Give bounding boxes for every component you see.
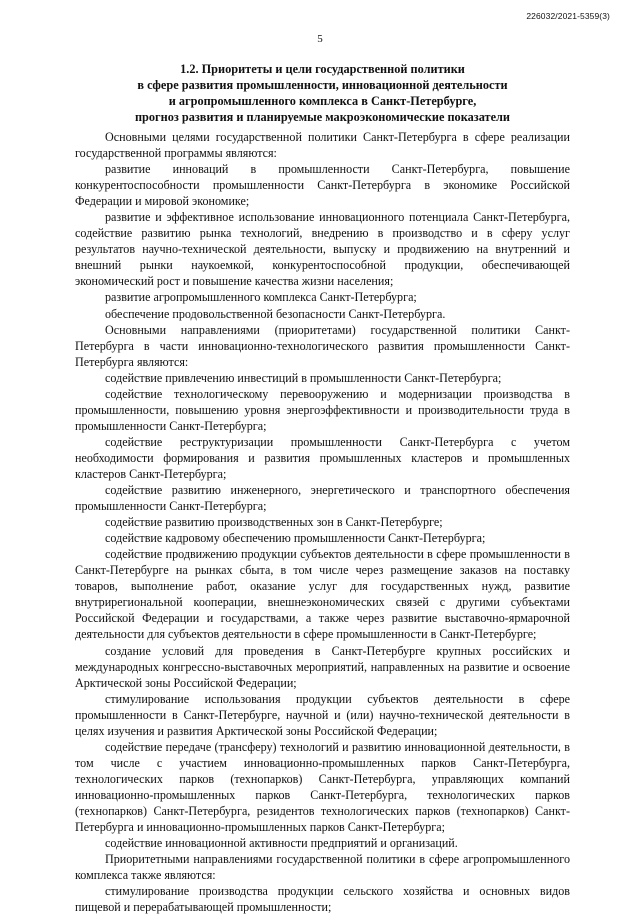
heading-line: прогноз развития и планируемые макроэкономические показатели — [134, 110, 511, 124]
paragraph: содействие передаче (трансферу) технологий и развитию инновационной деятельности, в том числе с участием инновационно-промышленных парков Санкт-Петербурга, технологических парков (технопарков) Санкт-Петербурга, управляющих компаний инновационно-промышленных парков Санкт-Петербурга, технологических парков (технопарков) Санкт-Петербурга, резидентов технологических парков (технопарков) Санкт-Петербурга и инновационно-промышленных парков Санкт-Петербурга; — [75, 739, 570, 835]
paragraph: стимулирование производства продукции сельского хозяйства и основных видов пищевой и перерабатывающей промышленности; — [75, 884, 570, 915]
paragraph: содействие технологическому перевооружению и модернизации производства в промышленности, повышению уровня энергоэффективности и производительности труда в промышленности Санкт-Петербурга; — [75, 386, 570, 433]
paragraph: стимулирование использования продукции субъектов деятельности в сфере промышленности в Санкт-Петербурге, научной и (или) научно-технической деятельности в целях изучения и развития Арктической зоны Российской Федерации; — [75, 691, 570, 738]
paragraph: создание условий для проведения в Санкт-Петербурге крупных российских и международных конгрессно-выставочных мероприятий, направленных на развитие и освоение Арктической зоны Российской Федерации; — [75, 643, 570, 690]
paragraph: Основными направлениями (приоритетами) государственной политики Санкт-Петербурга в части инновационно-технологического развития промышленности Санкт-Петербурга являются: — [75, 322, 570, 369]
paragraph: развитие и эффективное использование инновационного потенциала Санкт-Петербурга, содействие развитию рынка технологий, внедрению в производство и в сферу услуг результатов научно-технической деятельности, выпуску и продвижению на внутренний и внешний рынки наукоемкой, конкурентоспособной продукции, обеспечивающей экономический рост и повышение качества жизни населения; — [75, 210, 570, 289]
page-number: 5 — [317, 33, 323, 45]
paragraph: содействие реструктуризации промышленности Санкт-Петербурга с учетом необходимости формирования и развития промышленных кластеров и промышленных кластеров Санкт-Петербурга; — [75, 434, 570, 481]
paragraph: содействие продвижению продукции субъектов деятельности в сфере промышленности в Санкт-Петербурге на рынках сбыта, в том числе через размещение заказов на поставку товаров, выполнение работ, оказание услуг для государственных нужд, развитие внутрирегиональной кооперации, внешнеэкономических связей с другими субъектами Российской Федерации и государствами, а также через развитие выставочно-ярмарочной деятельности для субъектов деятельности в сфере промышленности в Санкт-Петербурге; — [75, 547, 570, 642]
paragraph: содействие кадровому обеспечению промышленности Санкт-Петербурга; — [105, 531, 486, 546]
paragraph: содействие развитию производственных зон в Санкт-Петербурге; — [105, 515, 443, 530]
paragraph: Приоритетными направлениями государственной политики в сфере агропромышленного комплекса также являются: — [75, 852, 570, 883]
document-body — [75, 129, 570, 915]
paragraph: содействие привлечению инвестиций в промышленности Санкт-Петербурга; — [105, 370, 502, 385]
paragraph: Основными целями государственной политики Санкт-Петербурга в сфере реализации государственной программы являются: — [75, 130, 570, 161]
paragraph: содействие развитию инженерного, энергетического и транспортного обеспечения промышленности Санкт-Петербурга; — [75, 483, 570, 514]
paragraph: развитие агропромышленного комплекса Санкт-Петербурга; — [105, 290, 417, 305]
paragraph: содействие инновационной активности предприятий и организаций. — [105, 836, 458, 851]
heading-line: и агропромышленного комплекса в Санкт-Петербурге, — [168, 94, 477, 108]
document-id: 226032/2021-5359(3) — [526, 11, 610, 21]
paragraph: обеспечение продовольственной безопасности Санкт-Петербурга. — [105, 306, 446, 321]
heading-line: в сфере развития промышленности, инновационной деятельности — [137, 78, 508, 92]
section-heading — [75, 61, 570, 125]
paragraph: развитие инноваций в промышленности Санкт-Петербурга, повышение конкурентоспособности промышленности Санкт-Петербурга в экономике Российской Федерации и мировой экономике; — [75, 162, 570, 209]
heading-line: 1.2. Приоритеты и цели государственной политики — [180, 62, 465, 76]
